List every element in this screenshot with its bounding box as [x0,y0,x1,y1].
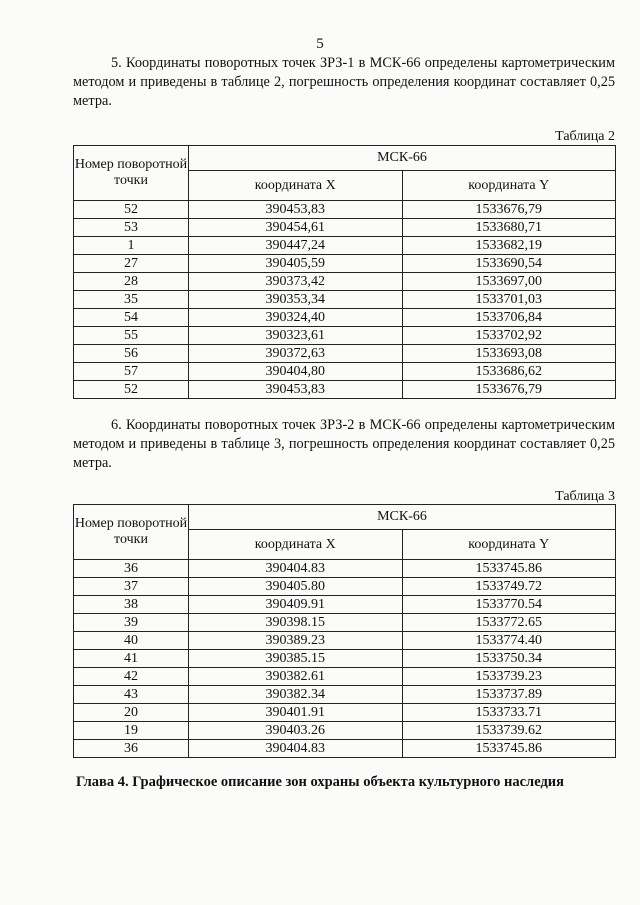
table-row [74,614,616,632]
table-3-col-x: координата X [189,530,403,560]
section-5-paragraph [73,54,615,111]
table-row [74,596,616,614]
table-row [74,560,616,578]
point-number-cell: 52 [74,201,189,219]
table-2 [73,145,616,399]
table-2-col-point: Номер поворотной точки [74,146,189,201]
coord-x-cell: 390373,42 [189,273,403,291]
point-number-cell: 38 [74,596,189,614]
coord-y-cell: 1533676,79 [402,381,616,399]
table-3-col-point: Номер поворотной точки [74,505,189,560]
point-number-cell: 42 [74,668,189,686]
point-number-cell: 39 [74,614,189,632]
point-number-cell: 36 [74,560,189,578]
section-6-paragraph [73,416,615,473]
table-2-col-x: координата X [189,171,403,201]
coord-x-cell: 390453,83 [189,201,403,219]
coord-x-cell: 390382.34 [189,686,403,704]
point-number-cell: 28 [74,273,189,291]
table-3-col-y: координата Y [402,530,616,560]
table-row [74,255,616,273]
coord-x-cell: 390382.61 [189,668,403,686]
coord-y-cell: 1533739.62 [402,722,616,740]
point-number-cell: 57 [74,363,189,381]
table-2-col-system: МСК-66 [189,146,616,171]
point-number-cell: 56 [74,345,189,363]
coord-y-cell: 1533770.54 [402,596,616,614]
coord-x-cell: 390405.80 [189,578,403,596]
coord-y-cell: 1533680,71 [402,219,616,237]
table-row [74,668,616,686]
table-row [74,686,616,704]
coord-x-cell: 390447,24 [189,237,403,255]
point-number-cell: 52 [74,381,189,399]
table-row [74,578,616,596]
coord-x-cell: 390401.91 [189,704,403,722]
coord-x-cell: 390353,34 [189,291,403,309]
table-3-col-system: МСК-66 [189,505,616,530]
coord-x-cell: 390405,59 [189,255,403,273]
coord-x-cell: 390453,83 [189,381,403,399]
coord-y-cell: 1533750.34 [402,650,616,668]
point-number-cell: 27 [74,255,189,273]
table-3 [73,504,616,758]
coord-y-cell: 1533702,92 [402,327,616,345]
table-row [74,345,616,363]
coord-x-cell: 390409.91 [189,596,403,614]
coord-y-cell: 1533737.89 [402,686,616,704]
table-row [74,381,616,399]
coord-x-cell: 390324,40 [189,309,403,327]
point-number-cell: 40 [74,632,189,650]
section-6-text: Координаты поворотных точек ЗРЗ-2 в МСК-66 определены картометрическим методом и приведены в таблице 3, погрешность определения координат составляет 0,25 метра. [73,417,615,471]
section-5-text: Координаты поворотных точек ЗРЗ-1 в МСК-66 определены картометрическим методом и приведены в таблице 2, погрешность определения координат составляет 0,25 метра. [73,55,615,109]
point-number-cell: 41 [74,650,189,668]
point-number-cell: 54 [74,309,189,327]
coord-x-cell: 390404.83 [189,560,403,578]
point-number-cell: 55 [74,327,189,345]
table-row [74,237,616,255]
coord-y-cell: 1533701,03 [402,291,616,309]
coord-x-cell: 390403.26 [189,722,403,740]
coord-y-cell: 1533697,00 [402,273,616,291]
coord-y-cell: 1533745.86 [402,740,616,758]
coord-y-cell: 1533690,54 [402,255,616,273]
coord-x-cell: 390398.15 [189,614,403,632]
coord-x-cell: 390404.83 [189,740,403,758]
coord-y-cell: 1533706,84 [402,309,616,327]
table-2-col-y: координата Y [402,171,616,201]
coord-y-cell: 1533739.23 [402,668,616,686]
table-2-caption: Таблица 2 [555,129,615,144]
table-row [74,219,616,237]
coord-y-cell: 1533693,08 [402,345,616,363]
coord-y-cell: 1533733.71 [402,704,616,722]
coord-y-cell: 1533676,79 [402,201,616,219]
page-number: 5 [316,36,324,52]
coord-y-cell: 1533686,62 [402,363,616,381]
coord-y-cell: 1533774.40 [402,632,616,650]
point-number-cell: 1 [74,237,189,255]
table-row [74,309,616,327]
coord-y-cell: 1533745.86 [402,560,616,578]
point-number-cell: 53 [74,219,189,237]
section-5-number: 5. [111,55,122,71]
point-number-cell: 36 [74,740,189,758]
point-number-cell: 43 [74,686,189,704]
coord-y-cell: 1533749.72 [402,578,616,596]
coord-x-cell: 390454,61 [189,219,403,237]
coord-x-cell: 390385.15 [189,650,403,668]
coord-x-cell: 390404,80 [189,363,403,381]
point-number-cell: 35 [74,291,189,309]
coord-x-cell: 390372,63 [189,345,403,363]
table-row [74,722,616,740]
chapter-heading: Глава 4. Графическое описание зон охраны объекта культурного наследия [76,774,564,790]
table-row [74,704,616,722]
table-row [74,273,616,291]
table-row [74,201,616,219]
table-row [74,327,616,345]
coord-y-cell: 1533772.65 [402,614,616,632]
table-row [74,363,616,381]
table-row [74,632,616,650]
coord-x-cell: 390323,61 [189,327,403,345]
point-number-cell: 20 [74,704,189,722]
coord-x-cell: 390389.23 [189,632,403,650]
table-row [74,740,616,758]
table-row [74,650,616,668]
section-6-number: 6. [111,417,122,433]
point-number-cell: 19 [74,722,189,740]
point-number-cell: 37 [74,578,189,596]
table-row [74,291,616,309]
coord-y-cell: 1533682,19 [402,237,616,255]
table-3-caption: Таблица 3 [555,489,615,504]
